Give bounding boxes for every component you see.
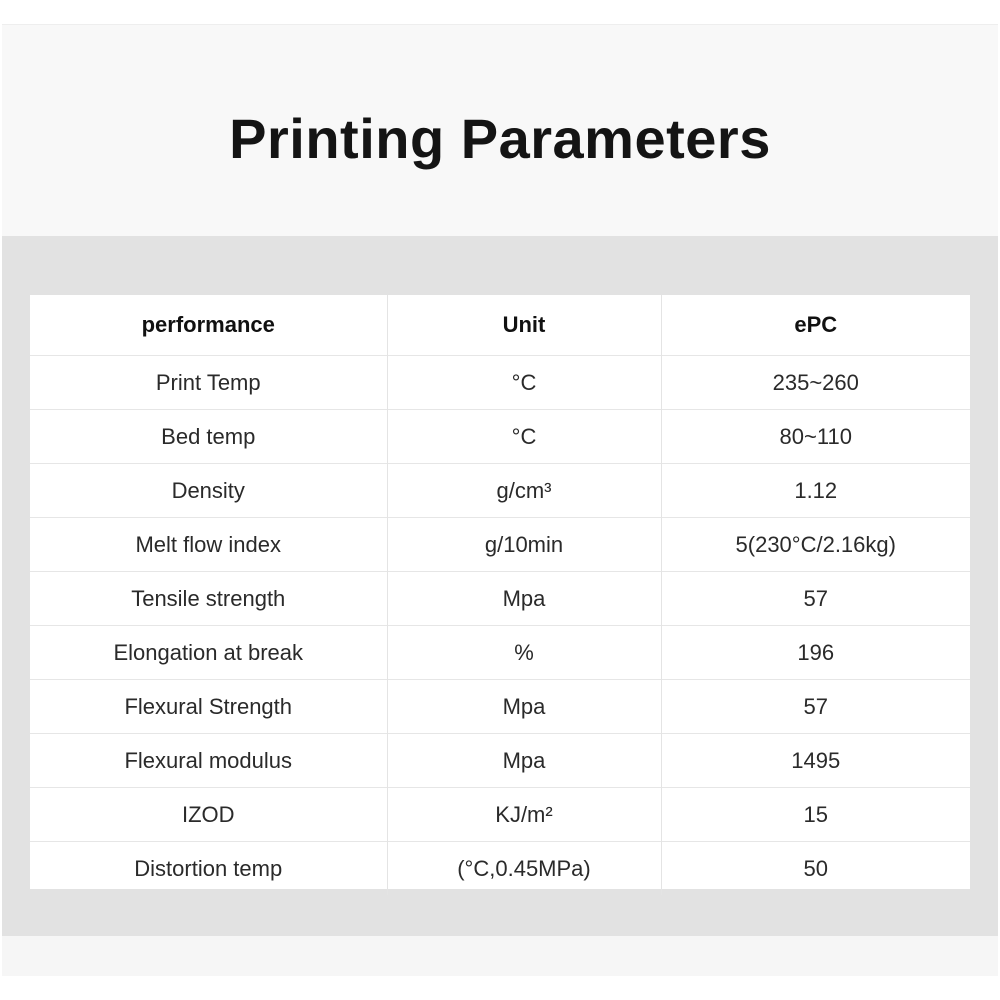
cell-value: 1495 — [661, 734, 970, 788]
cell-unit: °C — [387, 356, 661, 410]
cell-performance: Tensile strength — [30, 572, 387, 626]
cell-unit: °C — [387, 410, 661, 464]
table-row — [30, 464, 970, 518]
cell-performance: Print Temp — [30, 356, 387, 410]
table-row — [30, 410, 970, 464]
cell-performance: Density — [30, 464, 387, 518]
cell-performance: Elongation at break — [30, 626, 387, 680]
cell-unit: Mpa — [387, 734, 661, 788]
cell-value: 57 — [661, 572, 970, 626]
top-margin — [0, 0, 1000, 24]
table-row — [30, 518, 970, 572]
table-row — [30, 572, 970, 626]
cell-performance: Distortion temp — [30, 842, 387, 896]
cell-unit: g/10min — [387, 518, 661, 572]
cell-unit: KJ/m² — [387, 788, 661, 842]
table-row — [30, 842, 970, 896]
parameters-table-card — [30, 295, 970, 889]
cell-unit: Mpa — [387, 680, 661, 734]
cell-value: 1.12 — [661, 464, 970, 518]
page-title: Printing Parameters — [229, 107, 771, 170]
cell-value: 235~260 — [661, 356, 970, 410]
cell-value: 80~110 — [661, 410, 970, 464]
cell-performance: IZOD — [30, 788, 387, 842]
cell-value: 57 — [661, 680, 970, 734]
header-unit: Unit — [387, 295, 661, 356]
cell-performance: Melt flow index — [30, 518, 387, 572]
table-row — [30, 680, 970, 734]
cell-value: 5(230°C/2.16kg) — [661, 518, 970, 572]
cell-value: 15 — [661, 788, 970, 842]
cell-value: 196 — [661, 626, 970, 680]
table-row — [30, 734, 970, 788]
bottom-band — [2, 936, 998, 976]
cell-unit: g/cm³ — [387, 464, 661, 518]
table-row — [30, 356, 970, 410]
cell-unit: (°C,0.45MPa) — [387, 842, 661, 896]
cell-performance: Flexural modulus — [30, 734, 387, 788]
table-row — [30, 626, 970, 680]
header-performance: performance — [30, 295, 387, 356]
cell-performance: Bed temp — [30, 410, 387, 464]
cell-unit: % — [387, 626, 661, 680]
table-header-row — [30, 295, 970, 356]
cell-performance: Flexural Strength — [30, 680, 387, 734]
cell-unit: Mpa — [387, 572, 661, 626]
cell-value: 50 — [661, 842, 970, 896]
header-epc: ePC — [794, 312, 838, 337]
parameters-table — [30, 295, 970, 895]
table-row — [30, 788, 970, 842]
